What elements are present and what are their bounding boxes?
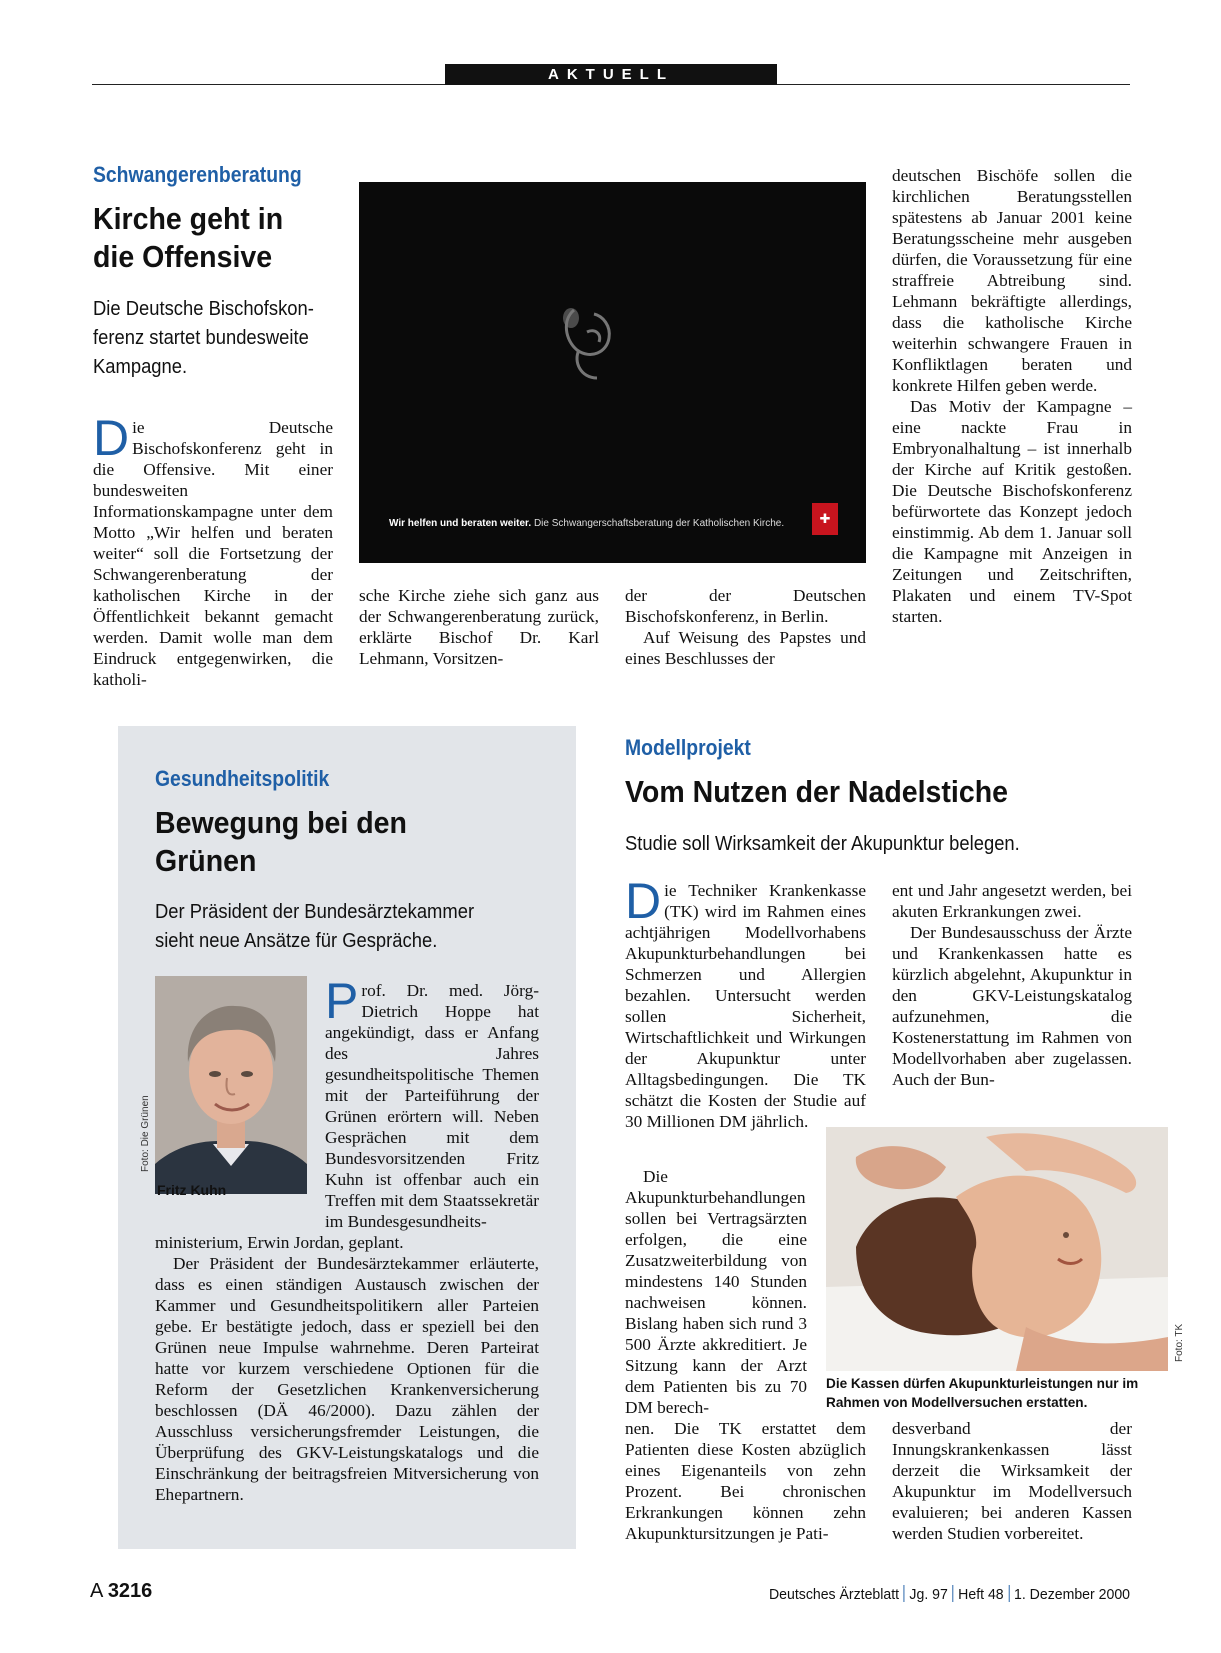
acupuncture-photo-caption: Die Kassen dürfen Akupunkturleistungen nur im Rahmen von Modellversuchen erstatten. <box>826 1376 1139 1410</box>
article1-headline-line2: die Offensive <box>93 239 273 274</box>
article3-column-1-bottom <box>625 1418 866 1544</box>
footer-separator <box>953 1585 954 1602</box>
article3-headline: Vom Nutzen der Nadelstiche <box>625 774 1008 809</box>
acupuncture-illustration <box>826 1127 1168 1371</box>
article3-dropcap: D <box>625 873 662 929</box>
campaign-subline: Die Schwangerschaftsberatung der Katholischen Kirche. <box>533 518 785 529</box>
article1-col2-text: sche Kirche ziehe sich ganz aus der Schwangerenberatung zurück, erklärte Bischof Dr. Karl Lehmann, Vorsitzen- <box>359 586 599 668</box>
article1-col4-p1: deutschen Bischöfe sollen die kirchlichen Beratungsstellen spätestens ab Januar 2001 keine Beratungsscheine mehr ausgeben dürfen, die Voraussetzung für eine straffreie Abtreibung sind. Lehmann bekräftigte allerdings, dass die katholische Kirche weiterhin schwangere Frauen in Konfliktlagen beraten und konkrete Hilfen geben werde. <box>892 166 1132 395</box>
campaign-photo-caption <box>389 518 784 529</box>
article3-column-1-mid <box>625 1166 807 1418</box>
article1-headline <box>93 200 332 276</box>
article3-col2-p2: Der Bundesausschuss der Ärzte und Krankenkassen hatte es kürzlich abgelehnt, Akupunktur in den GKV-Leistungskatalog aufzunehmen, die Kostenerstattung im Rahmen von Modellvorhaben aber zugelassen. Auch der Bun- <box>892 923 1132 1089</box>
article2-headline-line2: Grünen <box>155 843 257 878</box>
section-label: AKTUELL <box>445 64 777 85</box>
page-prefix: A <box>90 1580 103 1602</box>
page-number <box>90 1580 152 1603</box>
article1-headline-line1: Kirche geht in <box>93 201 284 236</box>
journal-volume: Jg. 97 <box>909 1586 948 1603</box>
article3-col1-p2: Die Akupunkturbehandlungen sollen bei Vertragsärzten erfolgen, die eine Zusatzweiterbildung von mindestens 140 Stunden nachweisen können. Bislang haben sich rund 3 500 Ärzte akkreditiert. Je Sitzung kann der Arzt dem Patienten bis zu 70 DM berech- <box>625 1167 807 1417</box>
journal-date: 1. Dezember 2000 <box>1013 1586 1130 1603</box>
article1-column-2 <box>359 585 599 669</box>
article3-column-2-top <box>892 880 1132 1090</box>
article1-deck <box>93 295 341 382</box>
article2-deck-line1: Der Präsident der Bundesärztekammer <box>155 901 475 923</box>
article2-column-full <box>155 1232 539 1505</box>
article3-column-1-top <box>625 873 866 1132</box>
article1-col1-text: ie Deutsche Bischofskonferenz geht in die Offensive. Mit einer bundesweiten Informationskampagne unter dem Motto „Wir helfen und beraten weiter“ soll die Fortsetzung der Schwangerenberatung der katholischen Kirche in der Öffentlichkeit bekannt gemacht werden. Damit wolle man dem Eindruck entgegenwirken, die katholi- <box>93 418 333 689</box>
article2-kicker: Gesundheitspolitik <box>155 766 330 791</box>
article2-deck-line2: sieht neue Ansätze für Gespräche. <box>155 930 438 952</box>
article2-headline-line1: Bewegung bei den <box>155 805 407 840</box>
campaign-photo <box>359 182 866 563</box>
article1-deck-line2: ferenz startet bundesweite <box>93 327 309 349</box>
article1-column-3 <box>625 585 866 669</box>
footer-separator <box>1008 1585 1009 1602</box>
article3-col2-p1: ent und Jahr angesetzt werden, bei akuten Erkrankungen zwei. <box>892 881 1132 921</box>
page-number-value: 3216 <box>107 1580 153 1602</box>
article3-col2-bottom: desverband der Innungskrankenkassen lässt derzeit die Wirksamkeit der Akupunktur im Modellversuch evaluieren; bei anderen Kassen werden Studien vorbereitet. <box>892 1419 1132 1543</box>
article3-kicker: Modellprojekt <box>625 735 751 760</box>
portrait-photo <box>155 976 307 1194</box>
journal-issue: Heft 48 <box>958 1586 1004 1603</box>
article1-col4-p2: Das Motiv der Kampagne – eine nackte Frau in Embryonalhaltung – ist innerhalb der Kirche auf Kritik gestoßen. Die Deutsche Bischofskonferenz befürwortete das Konzept jedoch einstimmig. Ab dem 1. Januar soll die Kampagne mit Anzeigen in Zeitungen und Zeitschriften, Plakaten und einem TV-Spot starten. <box>892 397 1132 626</box>
footer-separator <box>904 1585 905 1602</box>
article2-p1-tail: ministerium, Erwin Jordan, geplant. <box>155 1233 404 1252</box>
campaign-slogan: Wir helfen und beraten weiter. <box>389 518 532 529</box>
article3-col1-bottom: nen. Die TK erstattet dem Patienten diese Kosten abzüglich eines Eigenanteils von zehn Prozent. Bei chronischen Erkrankungen können zehn Akupunktursitzungen je Pati- <box>625 1419 866 1543</box>
acupuncture-photo <box>826 1127 1168 1371</box>
article1-column-4 <box>892 165 1132 627</box>
portrait-photo-credit: Foto: Die Grünen <box>140 1095 151 1172</box>
article1-dropcap: D <box>93 410 130 466</box>
article2-column-wrap <box>325 973 539 1232</box>
article2-p2-text: Der Präsident der Bundesärztekammer erläuterte, dass es einen ständigen Austausch zwischen der Kammer und Gesundheitspolitikern aller Parteien gebe. Er bestätigte jedoch, dass er speziell bei den Grünen neue Impulse wahrnehme. Deren Parteirat hatte vor kurzem verschiedene Optionen für die Reform der Gesetzlichen Krankenversicherung beschlossen (DÄ 46/2000). Dazu zählen der Ausschluss versicherungsfremder Leistungen, die Überprüfung des GKV-Leistungskatalogs und die Einschränkung der beitragsfreien Mitversicherung von Ehepartnern. <box>155 1254 539 1504</box>
portrait-illustration <box>155 976 307 1194</box>
article1-col3-p1: der der Deutschen Bischofskonferenz, in Berlin. <box>625 586 866 626</box>
embryo-figure-illustration <box>359 182 866 563</box>
acupuncture-photo-credit: Foto: TK <box>1174 1323 1185 1362</box>
article2-dropcap: P <box>325 973 359 1029</box>
article2-p1-text: rof. Dr. med. Jörg-Dietrich Hoppe hat angekündigt, dass er Anfang des Jahres gesundheitspolitische Themen mit der Parteiführung der Grünen erörtern will. Neben Gesprächen mit dem Bundesvorsitzenden Fritz Kuhn ist offenbar auch ein Treffen mit dem Staatssekretär im Bundesgesundheits- <box>325 981 539 1231</box>
article1-kicker: Schwangerenberatung <box>93 162 302 187</box>
article3-col1-top: ie Techniker Krankenkasse (TK) wird im Rahmen eines achtjährigen Modellvorhabens Akupunkturbehandlungen bei Schmerzen und Allergien bezahlen. Untersucht werden sollen Sicherheit, Wirtschaftlichkeit und Wirkungen der Akupunktur unter Alltagsbedingungen. Die TK schätzt die Kosten der Studie auf 30 Millionen DM jährlich. <box>625 881 866 1131</box>
article1-deck-line1: Die Deutsche Bischofskon- <box>93 298 314 320</box>
journal-name: Deutsches Ärzteblatt <box>768 1586 900 1603</box>
article2-headline <box>155 804 505 880</box>
article3-deck: Studie soll Wirksamkeit der Akupunktur belegen. <box>625 833 1020 855</box>
article1-column-1 <box>93 410 333 690</box>
cross-icon: ✚ <box>812 503 838 535</box>
article3-column-2-bottom <box>892 1418 1132 1544</box>
journal-info <box>758 1585 1130 1603</box>
article1-deck-line3: Kampagne. <box>93 356 188 378</box>
article1-col3-p2: Auf Weisung des Papstes und eines Beschlusses der <box>625 628 866 668</box>
article2-deck <box>155 898 523 956</box>
portrait-caption: Fritz Kuhn <box>157 1182 227 1198</box>
